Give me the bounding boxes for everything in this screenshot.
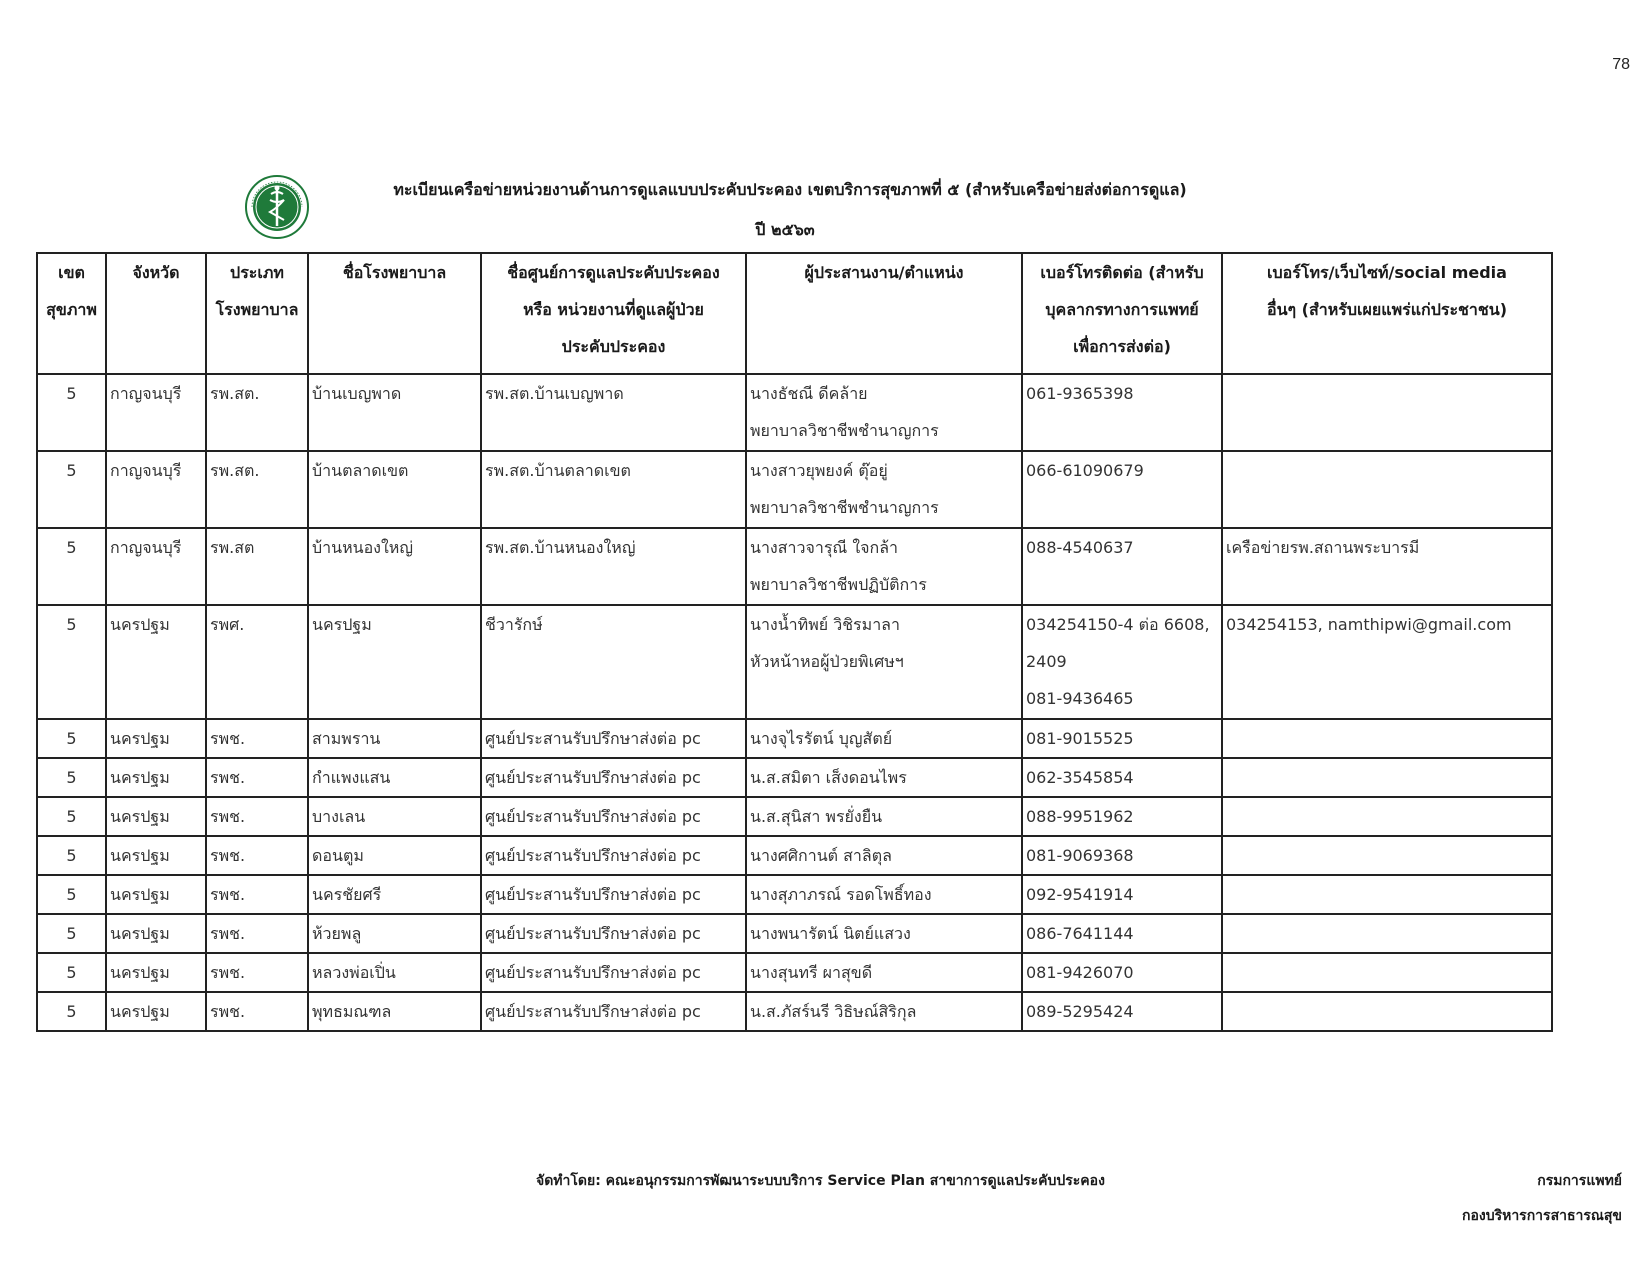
cell-care-center — [481, 605, 746, 719]
cell-zone — [37, 914, 106, 953]
table-header-row — [37, 253, 1552, 374]
cell-text: นางธัชณี ดีคล้าย — [750, 384, 868, 403]
cell-staff-phone — [1022, 914, 1222, 953]
cell-text: นางสุภาภรณ์ รอดโพธิ์ทอง — [750, 885, 932, 904]
column-header-zone — [37, 253, 106, 374]
cell-text: รพช. — [210, 924, 246, 943]
cell-text: นครปฐม — [110, 1002, 170, 1021]
cell-text: นครปฐม — [110, 963, 170, 982]
cell-text: สามพราน — [312, 729, 381, 748]
cell-text: นครปฐม — [110, 768, 170, 787]
cell-care-center — [481, 875, 746, 914]
cell-text: นครปฐม — [110, 846, 170, 865]
column-header-line: เพื่อการส่งต่อ) — [1073, 337, 1171, 356]
cell-text: 089-5295424 — [1026, 1002, 1134, 1021]
cell-staff-phone — [1022, 451, 1222, 528]
column-header-coordinator — [746, 253, 1022, 374]
cell-hospital-name — [308, 374, 481, 451]
cell-text: 5 — [66, 885, 77, 904]
cell-coordinator — [746, 758, 1022, 797]
table-row — [37, 914, 1552, 953]
cell-hospital-name — [308, 953, 481, 992]
cell-hospital-type — [206, 605, 308, 719]
cell-text: หลวงพ่อเปิ่น — [312, 963, 396, 982]
cell-text: ศูนย์ประสานรับปรึกษาส่งต่อ pc — [485, 924, 701, 943]
cell-zone — [37, 953, 106, 992]
cell-zone — [37, 605, 106, 719]
cell-text: นางศศิกานต์ สาลิตุล — [750, 846, 892, 865]
cell-public-contact — [1222, 451, 1552, 528]
cell-text: 5 — [66, 729, 77, 748]
cell-text: ศูนย์ประสานรับปรึกษาส่งต่อ pc — [485, 963, 701, 982]
cell-staff-phone — [1022, 992, 1222, 1031]
cell-text: 5 — [66, 807, 77, 826]
cell-text: 5 — [66, 615, 77, 634]
cell-public-contact — [1222, 914, 1552, 953]
cell-coordinator — [746, 953, 1022, 992]
column-header-line: เบอร์โทร/เว็บไซท์/social media — [1267, 263, 1507, 282]
cell-text: บ้านตลาดเขต — [312, 461, 409, 480]
cell-text: 034254153, namthipwi@gmail.com — [1226, 615, 1512, 634]
table-body — [37, 374, 1552, 1031]
cell-text: ดอนตูม — [312, 846, 364, 865]
column-header-line: หรือ หน่วยงานที่ดูแลผู้ป่วย — [523, 300, 704, 319]
cell-zone — [37, 758, 106, 797]
cell-text: นางสาวจารุณี ใจกล้า — [750, 538, 899, 557]
cell-coordinator — [746, 374, 1022, 451]
column-header-public-contact — [1222, 253, 1552, 374]
cell-text: 081-9436465 — [1026, 689, 1134, 708]
page-number: 78 — [1612, 56, 1630, 73]
cell-text: รพ.สต — [210, 538, 255, 557]
column-header-line: ประเภท — [230, 263, 284, 282]
cell-text: 081-9015525 — [1026, 729, 1134, 748]
cell-hospital-name — [308, 992, 481, 1031]
cell-staff-phone — [1022, 374, 1222, 451]
cell-text: นครปฐม — [110, 807, 170, 826]
cell-text: 5 — [66, 384, 77, 403]
cell-text: พุทธมณฑล — [312, 1002, 392, 1021]
cell-text: นางน้ำทิพย์ วิชิรมาลา — [750, 615, 900, 634]
cell-zone — [37, 797, 106, 836]
cell-text: 062-3545854 — [1026, 768, 1134, 787]
cell-text: ศูนย์ประสานรับปรึกษาส่งต่อ pc — [485, 729, 701, 748]
cell-text: รพ.สต.บ้านหนองใหญ่ — [485, 538, 636, 557]
cell-public-contact — [1222, 605, 1552, 719]
column-header-care-center — [481, 253, 746, 374]
cell-province — [106, 797, 206, 836]
cell-text: ศูนย์ประสานรับปรึกษาส่งต่อ pc — [485, 846, 701, 865]
footer-department: กรมการแพทย์ — [1537, 1173, 1622, 1189]
cell-text: 5 — [66, 963, 77, 982]
table-row — [37, 451, 1552, 528]
cell-text: บ้านหนองใหญ่ — [312, 538, 413, 557]
cell-care-center — [481, 528, 746, 605]
cell-text: บ้านเบญพาด — [312, 384, 402, 403]
cell-province — [106, 528, 206, 605]
registry-table — [36, 252, 1553, 1032]
cell-hospital-name — [308, 719, 481, 758]
column-header-line: อื่นๆ (สำหรับเผยแพร่แก่ประชาชน) — [1266, 300, 1508, 319]
cell-text: พยาบาลวิชาชีพปฏิบัติการ — [750, 575, 927, 594]
cell-zone — [37, 836, 106, 875]
table-row — [37, 758, 1552, 797]
table-row — [37, 719, 1552, 758]
cell-text: 088-4540637 — [1026, 538, 1134, 557]
column-header-staff-phone — [1022, 253, 1222, 374]
cell-public-contact — [1222, 836, 1552, 875]
cell-text: รพช. — [210, 963, 246, 982]
table-row — [37, 528, 1552, 605]
cell-hospital-type — [206, 719, 308, 758]
cell-text: รพ.สต.บ้านเบญพาด — [485, 384, 624, 403]
cell-staff-phone — [1022, 836, 1222, 875]
cell-care-center — [481, 836, 746, 875]
cell-text: 081-9426070 — [1026, 963, 1134, 982]
cell-hospital-type — [206, 836, 308, 875]
cell-text: นางสาวยุพยงค์ ตุ๊อยู่ — [750, 461, 888, 480]
cell-text: ศูนย์ประสานรับปรึกษาส่งต่อ pc — [485, 1002, 701, 1021]
cell-text: รพ.สต. — [210, 384, 260, 403]
cell-province — [106, 605, 206, 719]
cell-hospital-name — [308, 528, 481, 605]
cell-hospital-name — [308, 451, 481, 528]
cell-text: รพ.สต.บ้านตลาดเขต — [485, 461, 631, 480]
cell-text: 5 — [66, 538, 77, 557]
cell-hospital-type — [206, 914, 308, 953]
column-header-line: ชื่อศูนย์การดูแลประคับประคอง — [507, 263, 720, 282]
cell-zone — [37, 528, 106, 605]
cell-public-contact — [1222, 953, 1552, 992]
column-header-hospital-name — [308, 253, 481, 374]
document-title: ทะเบียนเครือข่ายหน่วยงานด้านการดูแลแบบประคับประคอง เขตบริการสุขภาพที่ ๕ (สำหรับเครือข่ายส่งต่อการดูแล) — [393, 180, 1187, 199]
cell-public-contact — [1222, 875, 1552, 914]
cell-text: ศูนย์ประสานรับปรึกษาส่งต่อ pc — [485, 807, 701, 826]
cell-text: 5 — [66, 768, 77, 787]
column-header-line: สุขภาพ — [46, 300, 97, 319]
cell-text: กำแพงแสน — [312, 768, 391, 787]
cell-care-center — [481, 797, 746, 836]
cell-text: น.ส.สุนิสา พรยั่งยืน — [750, 807, 883, 826]
cell-text: นครชัยศรี — [312, 885, 382, 904]
cell-staff-phone — [1022, 875, 1222, 914]
cell-care-center — [481, 451, 746, 528]
cell-text: นางพนารัตน์ นิตย์แสวง — [750, 924, 911, 943]
cell-text: 5 — [66, 846, 77, 865]
cell-hospital-name — [308, 797, 481, 836]
cell-zone — [37, 875, 106, 914]
footer-credit: จัดทำโดย: คณะอนุกรรมการพัฒนาระบบบริการ Service Plan สาขาการดูแลประคับประคอง — [536, 1173, 1105, 1189]
cell-public-contact — [1222, 528, 1552, 605]
cell-text: 081-9069368 — [1026, 846, 1134, 865]
cell-public-contact — [1222, 758, 1552, 797]
cell-coordinator — [746, 914, 1022, 953]
cell-text: ศูนย์ประสานรับปรึกษาส่งต่อ pc — [485, 885, 701, 904]
cell-coordinator — [746, 992, 1022, 1031]
cell-text: รพช. — [210, 846, 246, 865]
cell-text: 086-7641144 — [1026, 924, 1134, 943]
cell-care-center — [481, 914, 746, 953]
cell-text: 066-61090679 — [1026, 461, 1144, 480]
cell-hospital-type — [206, 797, 308, 836]
cell-public-contact — [1222, 797, 1552, 836]
cell-province — [106, 875, 206, 914]
cell-text: น.ส.ภัสร์นรี วิธิษณ์สิริกุล — [750, 1002, 917, 1021]
cell-hospital-name — [308, 875, 481, 914]
cell-coordinator — [746, 451, 1022, 528]
cell-hospital-type — [206, 992, 308, 1031]
cell-coordinator — [746, 836, 1022, 875]
column-header-line: บุคลากรทางการแพทย์ — [1045, 300, 1199, 319]
cell-province — [106, 758, 206, 797]
cell-care-center — [481, 719, 746, 758]
column-header-province — [106, 253, 206, 374]
cell-text: 088-9951962 — [1026, 807, 1134, 826]
cell-text: ศูนย์ประสานรับปรึกษาส่งต่อ pc — [485, 768, 701, 787]
cell-text: ห้วยพลู — [312, 924, 362, 943]
document-year: ปี ๒๕๖๓ — [755, 220, 815, 239]
cell-hospital-name — [308, 758, 481, 797]
cell-public-contact — [1222, 992, 1552, 1031]
cell-staff-phone — [1022, 719, 1222, 758]
cell-text: พยาบาลวิชาชีพชำนาญการ — [750, 498, 939, 517]
cell-text: นครปฐม — [110, 615, 170, 634]
cell-zone — [37, 992, 106, 1031]
column-header-line: ชื่อโรงพยาบาล — [342, 263, 447, 282]
cell-text: รพช. — [210, 807, 246, 826]
cell-text: นางสุนทรี ผาสุขดี — [750, 963, 873, 982]
cell-text: กาญจนบุรี — [110, 538, 182, 557]
cell-zone — [37, 374, 106, 451]
table-row — [37, 797, 1552, 836]
table-row — [37, 605, 1552, 719]
cell-province — [106, 914, 206, 953]
cell-care-center — [481, 758, 746, 797]
cell-text: เครือข่ายรพ.สถานพระบารมี — [1226, 538, 1420, 557]
cell-text: กาญจนบุรี — [110, 461, 182, 480]
cell-province — [106, 719, 206, 758]
cell-public-contact — [1222, 374, 1552, 451]
cell-zone — [37, 451, 106, 528]
cell-text: รพช. — [210, 885, 246, 904]
table-row — [37, 953, 1552, 992]
cell-text: รพ.สต. — [210, 461, 260, 480]
cell-text: รพช. — [210, 1002, 246, 1021]
cell-text: กาญจนบุรี — [110, 384, 182, 403]
cell-text: 092-9541914 — [1026, 885, 1134, 904]
cell-text: บางเลน — [312, 807, 366, 826]
ministry-seal-icon — [244, 174, 310, 240]
cell-text: 2409 — [1026, 652, 1067, 671]
column-header-line: โรงพยาบาล — [215, 300, 299, 319]
cell-staff-phone — [1022, 605, 1222, 719]
cell-text: รพศ. — [210, 615, 245, 634]
cell-province — [106, 374, 206, 451]
cell-staff-phone — [1022, 758, 1222, 797]
cell-care-center — [481, 953, 746, 992]
cell-hospital-type — [206, 953, 308, 992]
column-header-line: ผู้ประสานงาน/ตำแหน่ง — [804, 263, 964, 282]
table-row — [37, 992, 1552, 1031]
cell-text: 5 — [66, 1002, 77, 1021]
cell-staff-phone — [1022, 953, 1222, 992]
column-header-line: เบอร์โทรติดต่อ (สำหรับ — [1040, 263, 1204, 282]
cell-province — [106, 992, 206, 1031]
column-header-line: จังหวัด — [132, 263, 180, 282]
cell-text: 034254150-4 ต่อ 6608, — [1026, 615, 1210, 634]
cell-text: 5 — [66, 461, 77, 480]
cell-text: 5 — [66, 924, 77, 943]
cell-coordinator — [746, 605, 1022, 719]
cell-text: นครปฐม — [110, 729, 170, 748]
cell-text: พยาบาลวิชาชีพชำนาญการ — [750, 421, 939, 440]
cell-care-center — [481, 374, 746, 451]
cell-hospital-type — [206, 451, 308, 528]
cell-text: น.ส.สมิตา เส็งดอนไพร — [750, 768, 907, 787]
cell-coordinator — [746, 875, 1022, 914]
cell-text: หัวหน้าหอผู้ป่วยพิเศษฯ — [750, 652, 904, 671]
column-header-line: ประคับประคอง — [561, 337, 666, 356]
cell-hospital-name — [308, 914, 481, 953]
column-header-hospital-type — [206, 253, 308, 374]
cell-province — [106, 953, 206, 992]
cell-zone — [37, 719, 106, 758]
cell-coordinator — [746, 797, 1022, 836]
footer-division: กองบริหารการสาธารณสุข — [1461, 1208, 1622, 1224]
cell-text: รพช. — [210, 768, 246, 787]
cell-coordinator — [746, 528, 1022, 605]
cell-text: นางจุไรรัตน์ บุญสัตย์ — [750, 729, 893, 748]
table-row — [37, 875, 1552, 914]
cell-care-center — [481, 992, 746, 1031]
cell-coordinator — [746, 719, 1022, 758]
cell-hospital-name — [308, 836, 481, 875]
cell-text: นครปฐม — [312, 615, 372, 634]
cell-text: รพช. — [210, 729, 246, 748]
cell-province — [106, 451, 206, 528]
cell-text: ชีวารักษ์ — [485, 615, 543, 634]
cell-staff-phone — [1022, 797, 1222, 836]
cell-hospital-name — [308, 605, 481, 719]
cell-text: 061-9365398 — [1026, 384, 1134, 403]
cell-hospital-type — [206, 758, 308, 797]
cell-staff-phone — [1022, 528, 1222, 605]
cell-hospital-type — [206, 875, 308, 914]
cell-text: นครปฐม — [110, 885, 170, 904]
cell-province — [106, 836, 206, 875]
table-row — [37, 374, 1552, 451]
cell-text: นครปฐม — [110, 924, 170, 943]
cell-public-contact — [1222, 719, 1552, 758]
cell-hospital-type — [206, 528, 308, 605]
cell-hospital-type — [206, 374, 308, 451]
table-row — [37, 836, 1552, 875]
column-header-line: เขต — [58, 263, 85, 282]
